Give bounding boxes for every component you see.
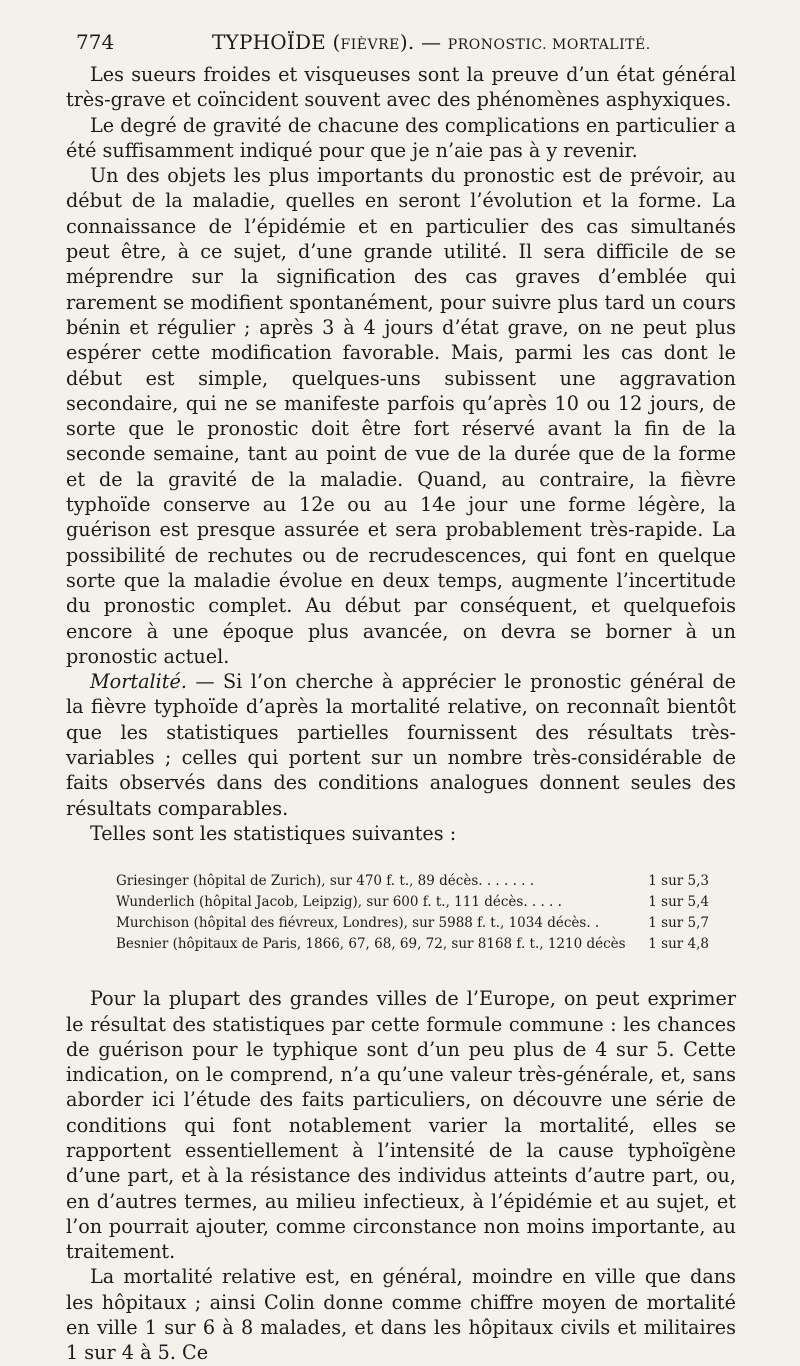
running-title bbox=[136, 30, 736, 54]
section-title: PRONOSTIC. MORTALITÉ. bbox=[447, 37, 651, 53]
stat-description: Murchison (hôpital des fiévreux, Londres), sur 5988 f. t., 1034 décès. . bbox=[116, 915, 600, 932]
stat-ratio: 1 sur 4,8 bbox=[648, 936, 709, 953]
paragraph-mortalite bbox=[66, 669, 736, 821]
mortalite-heading: Mortalité. bbox=[90, 670, 187, 694]
statistics-table bbox=[116, 871, 719, 955]
stat-description: Griesinger (hôpital de Zurich), sur 470 f. t., 89 décès. . . . . . . bbox=[116, 873, 535, 890]
page-header bbox=[76, 30, 736, 54]
title-close: ). bbox=[399, 30, 415, 54]
title-dash: — bbox=[421, 30, 442, 54]
paragraph-2: Le degré de gravité de chacune des complications en particulier a été suffisamment indiqué pour que je n’aie pas à y revenir. bbox=[66, 113, 736, 162]
paragraph-6: Pour la plupart des grandes villes de l’Europe, on peut exprimer le résultat des statistiques par cette formule commune : les chances de guérison pour le typhique sont d’un peu plus de 4 sur 5. Cette indication, on le comprend, n’a qu’une valeur très-générale, et, sans aborder ici l’étude des faits particuliers, on découvre une série de conditions qui font notablement varier la mortalité, elles se rapportent essentiellement à l’intensité de la cause typhoïgène d’une part, et à la résistance des individus atteints d’autre part, ou, en d’autres termes, au milieu infectieux, à l’épidémie et au sujet, et l’on pourrait ajouter, comme circonstance non moins importante, au traitement. bbox=[66, 987, 736, 1264]
stat-ratio: 1 sur 5,3 bbox=[648, 873, 709, 890]
paragraph-7: La mortalité relative est, en général, moindre en ville que dans les hôpitaux ; ainsi Colin donne comme chiffre moyen de mortalité en ville 1 sur 6 à 8 malades, et dans les hôpitaux civils et militaires 1 sur 4 à 5. Ce bbox=[66, 1265, 736, 1365]
table-row bbox=[116, 892, 719, 913]
stat-ratio: 1 sur 5,4 bbox=[648, 894, 709, 911]
paragraph-3: Un des objets les plus importants du pronostic est de prévoir, au début de la maladie, quelles en seront l’évolution et la forme. La connaissance de l’épidémie et en particulier des cas simultanés peut être, à ce sujet, d’une grande utilité. Il sera difficile de se méprendre sur la signification des cas graves d’emblée qui rarement se modifient spontanément, pour suivre plus tard un cours bénin et régulier ; après 3 à 4 jours d’état grave, on ne peut plus espérer cette modification favorable. Mais, parmi les cas dont le début est simple, quelques-uns subissent une aggravation secondaire, qui ne se manifeste parfois qu’après 10 ou 12 jours, de sorte que le pronostic doit être fort réservé avant la fin de la seconde semaine, tant au point de vue de la durée que de la forme et de la gravité de la maladie. Quand, au contraire, la fièvre typhoïde conserve au 12e ou au 14e jour une forme légère, la guérison est presque assurée et sera probablement très-rapide. La possibilité de rechutes ou de recrudescences, qui font en quelque sorte que la maladie évolue en deux temps, augmente l’incertitude du pronostic complet. Au début par conséquent, et quelquefois encore à une époque plus avancée, on devra se borner à un pronostic actuel. bbox=[66, 164, 736, 668]
table-row bbox=[116, 913, 719, 934]
stat-description: Wunderlich (hôpital Jacob, Leipzig), sur 600 f. t., 111 décès. . . . . bbox=[116, 894, 562, 911]
table-row bbox=[116, 934, 719, 955]
table-row bbox=[116, 871, 719, 892]
paragraph-1: Les sueurs froides et visqueuses sont la preuve d’un état général très-grave et coïncident souvent avec des phénomènes asphyxiques. bbox=[66, 63, 736, 112]
mortalite-text: — Si l’on cherche à apprécier le pronostic général de la fièvre typhoïde d’après la mortalité relative, on reconnaît bientôt que les statistiques partielles fournissent des résultats très-variables ; celles qui portent sur un nombre très-considérable de faits observés dans des conditions analogues donnent seules des résultats comparables. bbox=[66, 670, 736, 820]
stat-ratio: 1 sur 5,7 bbox=[648, 915, 709, 932]
stat-description: Besnier (hôpitaux de Paris, 1866, 67, 68, 69, 72, sur 8168 f. t., 1210 décès bbox=[116, 936, 626, 953]
page-body bbox=[66, 62, 736, 1366]
title-fievre: FIÈVRE bbox=[340, 37, 400, 53]
page-number: 774 bbox=[76, 30, 115, 54]
title-main: TYPHOÏDE ( bbox=[212, 30, 341, 54]
paragraph-statistics-intro: Telles sont les statistiques suivantes : bbox=[90, 821, 457, 845]
